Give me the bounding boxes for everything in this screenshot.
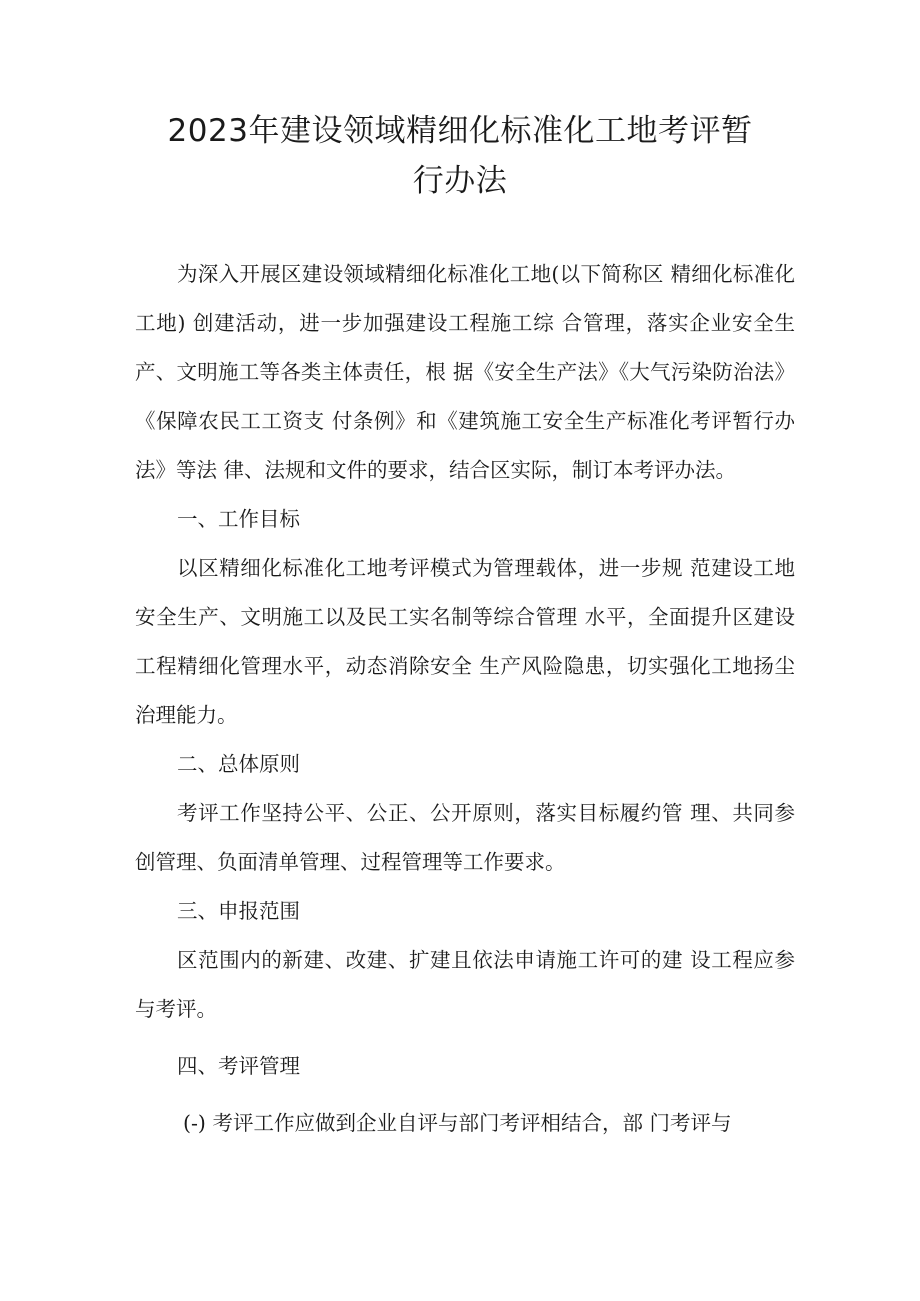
section-text-goals: 以区精细化标准化工地考评模式为管理载体，进一步规 范建设工地安全生产、文明施工以及民工实名制等综合管理 水平，全面提升区建设工程精细化管理水平，动态消除安全 生产风险隐患，切实强化工地扬尘治理能力。 [135, 556, 795, 727]
section-text-principles: 考评工作坚持公平、公正、公开原则，落实目标履约管 理、共同参创管理、负面清单管理、过程管理等工作要求。 [135, 801, 795, 874]
spacer [135, 1091, 795, 1099]
title-line-1: 2023年建设领域精细化标准化工地考评暂 [167, 113, 753, 149]
title-line-2: 行办法 [412, 163, 508, 199]
intro-paragraph: 为深入开展区建设领域精细化标准化工地(以下简称区 精细化标准化工地) 创建活动，进一步加强建设工程施工综 合管理，落实企业安全生产、文明施工等各类主体责任，根 据《安全生产法》《大气污染防治法》《保障农民工工资支 付条例》和《建筑施工安全生产标准化考评暂行办法》等法 律、法规和文件的要求，结合区实际，制订本考评办法。 [135, 262, 795, 482]
section-heading-scope: 三、申报范围 [177, 899, 300, 923]
spacer [135, 1034, 795, 1042]
section-heading-principles: 二、总体原则 [177, 752, 300, 776]
section-text-management: (-) 考评工作应做到企业自评与部门考评相结合，部 门考评与 [183, 1111, 732, 1135]
section-text-scope: 区范围内的新建、改建、扩建且依法申请施工许可的建 设工程应参与考评。 [135, 948, 795, 1021]
section-heading-goals: 一、工作目标 [177, 507, 300, 531]
section-heading-management: 四、考评管理 [177, 1054, 300, 1078]
document-title [130, 106, 790, 206]
document-body [135, 250, 795, 1148]
